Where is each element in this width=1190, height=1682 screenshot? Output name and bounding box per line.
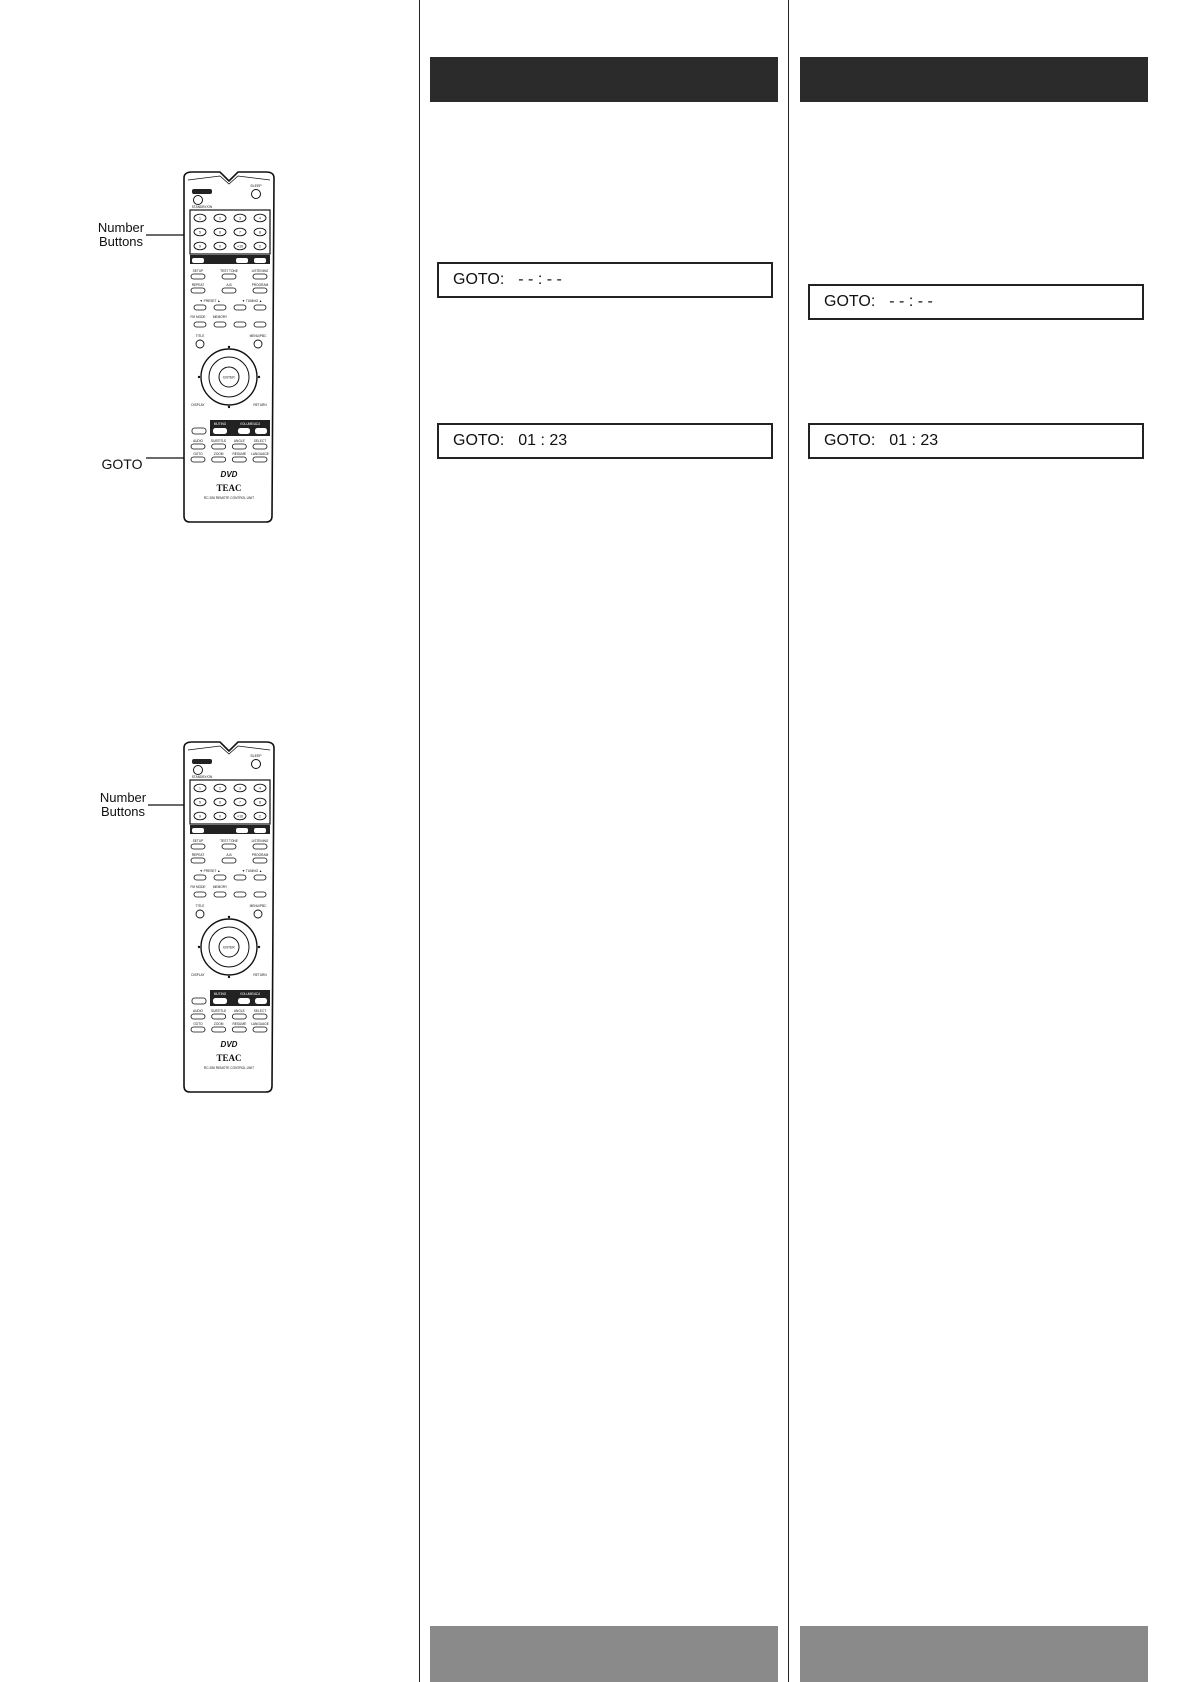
number-button-label: 7: [239, 800, 241, 805]
muting-button: [213, 998, 227, 1004]
repeat-row-button: [253, 858, 267, 863]
audio-row-label: AUDIO: [192, 439, 204, 443]
goto-row-button: [191, 1027, 205, 1032]
volume-down-button: [238, 998, 250, 1004]
title-label: TITLE: [195, 334, 205, 338]
number-buttons-callout: Number Buttons: [99, 790, 147, 819]
brand-logo: TEAC: [216, 483, 242, 493]
memory-label: MEMORY: [212, 315, 228, 319]
goto-row-label: RESUME: [232, 452, 247, 456]
tuning-label: ▼ TUNING ▲: [241, 869, 263, 873]
audio-row-button: [253, 1014, 267, 1019]
goto-display-value: 01 : 23: [889, 432, 939, 449]
nav-arrow-icon: [228, 916, 230, 918]
number-button-label: +10: [237, 814, 243, 819]
volume-up-button: [255, 428, 267, 434]
nav-arrow-icon: [198, 376, 200, 378]
goto-display-blank: [808, 284, 1144, 320]
audio-row-label: SUBTITLE: [211, 439, 227, 443]
number-button-label: 6: [219, 800, 221, 805]
setup-row-label: TEST TONE: [220, 269, 238, 273]
muting-label: MUTING: [213, 992, 227, 996]
repeat-row-label: REPEAT: [191, 283, 205, 287]
repeat-row-button: [253, 288, 267, 293]
nav-arrow-icon: [228, 346, 230, 348]
setup-row-label: SETUP: [192, 839, 204, 843]
power-button: [192, 189, 212, 194]
number-button-label: 8: [259, 230, 261, 235]
audio-row-button: [232, 1014, 246, 1019]
transport-button: [214, 322, 226, 327]
remote-control-illustration: [0, 0, 420, 1682]
nav-arrow-icon: [228, 976, 230, 978]
column-1-footer-bar: [430, 1626, 778, 1682]
menu-label: MENU/PBC: [249, 334, 267, 338]
audio-row-label: ANGLE: [233, 1009, 245, 1013]
setup-row-button: [191, 274, 205, 279]
model-label: RC-926 REMOTE CONTROL UNIT: [203, 496, 255, 500]
column-2-header-bar: [800, 57, 1148, 102]
function-button: [254, 828, 266, 833]
transport-button: [214, 875, 226, 880]
audio-row-button: [191, 1014, 205, 1019]
number-button-label: +10: [237, 244, 243, 249]
number-buttons-callout: Number Buttons: [97, 220, 145, 249]
repeat-row-label: A-B: [226, 283, 232, 287]
transport-button: [194, 892, 206, 897]
column-1-header-bar: [430, 57, 778, 102]
transport-button: [194, 875, 206, 880]
number-button-label: 1: [199, 786, 201, 791]
transport-button: [234, 322, 246, 327]
display-label: DISPLAY: [191, 403, 205, 407]
column-divider-right: [788, 0, 789, 1682]
goto-row-label: RESUME: [232, 1022, 247, 1026]
function-button: [192, 258, 204, 263]
setup-row-button: [253, 844, 267, 849]
repeat-row-button: [191, 858, 205, 863]
goto-row-button: [212, 1027, 226, 1032]
transport-button: [254, 875, 266, 880]
goto-display-label: GOTO:: [453, 271, 505, 288]
return-label: RETURN: [253, 403, 267, 407]
goto-display-value: 01 : 23: [518, 432, 568, 449]
title-button: [196, 910, 204, 918]
repeat-row-label: PROGRAM: [251, 283, 269, 287]
goto-row-button: [253, 1027, 267, 1032]
goto-display-time: [437, 423, 773, 459]
goto-row-button: [232, 1027, 246, 1032]
display-button: [192, 428, 206, 434]
number-button-label: 3: [239, 216, 241, 221]
number-button-label: 2: [219, 786, 221, 791]
transport-button: [234, 892, 246, 897]
repeat-row-button: [191, 288, 205, 293]
nav-arrow-icon: [228, 406, 230, 408]
function-button: [236, 258, 248, 263]
number-button-label: 5: [199, 800, 201, 805]
number-button-label: 9: [199, 814, 201, 819]
audio-row-button: [212, 444, 226, 449]
setup-row-label: LISTENING: [251, 269, 269, 273]
goto-row-button: [253, 457, 267, 462]
transport-button: [194, 305, 206, 310]
transport-button: [234, 875, 246, 880]
number-button-label: 5: [199, 230, 201, 235]
setup-row-label: TEST TONE: [220, 839, 238, 843]
nav-arrow-icon: [258, 376, 260, 378]
enter-label: ENTER: [223, 375, 235, 380]
setup-row-label: SETUP: [192, 269, 204, 273]
dvd-logo: DVD: [220, 470, 238, 479]
audio-row-label: ANGLE: [233, 439, 245, 443]
menu-button: [254, 910, 262, 918]
nav-arrow-icon: [258, 946, 260, 948]
transport-button: [214, 892, 226, 897]
tuning-label: ▼ TUNING ▲: [241, 299, 263, 303]
function-button: [192, 828, 204, 833]
number-button-label: C: [258, 244, 262, 249]
number-button-label: 4: [259, 786, 261, 791]
goto-display-value: - - : - -: [889, 293, 933, 310]
number-button-label: 1: [199, 216, 201, 221]
nav-arrow-icon: [198, 946, 200, 948]
audio-row-label: AUDIO: [192, 1009, 204, 1013]
number-button-label: 4: [259, 216, 261, 221]
enter-label: ENTER: [223, 945, 235, 950]
number-button-label: 2: [219, 216, 221, 221]
function-button: [236, 828, 248, 833]
brand-logo: TEAC: [216, 1053, 242, 1063]
goto-row-button: [212, 457, 226, 462]
menu-button: [254, 340, 262, 348]
remote-2: [148, 742, 274, 1092]
repeat-row-label: PROGRAM: [251, 853, 269, 857]
goto-callout: GOTO: [101, 456, 143, 472]
goto-row-label: LANGUAGE: [251, 452, 269, 456]
audio-row-button: [191, 444, 205, 449]
transport-button: [194, 322, 206, 327]
column-2-footer-bar: [800, 1626, 1148, 1682]
repeat-row-label: A-B: [226, 853, 232, 857]
number-button-label: 0: [219, 244, 221, 249]
function-button: [254, 258, 266, 263]
remote-1: [146, 172, 274, 522]
sleep-button: [252, 760, 261, 769]
number-button-label: 8: [259, 800, 261, 805]
number-button-label: C: [258, 814, 262, 819]
goto-display-label: GOTO:: [453, 432, 505, 449]
number-button-label: 6: [219, 230, 221, 235]
repeat-row-label: REPEAT: [191, 853, 205, 857]
setup-row-button: [222, 274, 236, 279]
goto-display-value: - - : - -: [518, 271, 562, 288]
transport-button: [254, 305, 266, 310]
goto-display-label: GOTO:: [824, 432, 876, 449]
audio-row-label: SELECT: [253, 1009, 267, 1013]
model-label: RC-926 REMOTE CONTROL UNIT: [203, 1066, 255, 1070]
standby-button: [194, 766, 203, 775]
goto-row-label: LANGUAGE: [251, 1022, 269, 1026]
standby-label: STANDBY/ON: [191, 205, 213, 209]
return-label: RETURN: [253, 973, 267, 977]
number-button-label: 7: [239, 230, 241, 235]
menu-label: MENU/PBC: [249, 904, 267, 908]
audio-row-button: [253, 444, 267, 449]
number-button-label: 0: [219, 814, 221, 819]
volume-label: VOLUME/ADJ: [239, 422, 261, 426]
goto-display-blank: [437, 262, 773, 298]
goto-row-button: [232, 457, 246, 462]
repeat-row-button: [222, 858, 236, 863]
transport-button: [254, 892, 266, 897]
goto-row-label: ZOOM: [213, 452, 224, 456]
setup-row-button: [191, 844, 205, 849]
audio-row-button: [232, 444, 246, 449]
fm-mode-label: FM MODE: [190, 885, 206, 889]
goto-display-label: GOTO:: [824, 293, 876, 310]
audio-row-button: [212, 1014, 226, 1019]
transport-button: [214, 305, 226, 310]
goto-display-time: [808, 423, 1144, 459]
power-button: [192, 759, 212, 764]
standby-label: STANDBY/ON: [191, 775, 213, 779]
number-button-label: 3: [239, 786, 241, 791]
dvd-logo: DVD: [220, 1040, 238, 1049]
transport-button: [254, 322, 266, 327]
title-button: [196, 340, 204, 348]
display-button: [192, 998, 206, 1004]
standby-button: [194, 196, 203, 205]
sleep-button: [252, 190, 261, 199]
goto-row-label: GOTO: [193, 452, 203, 456]
fm-mode-label: FM MODE: [190, 315, 206, 319]
title-label: TITLE: [195, 904, 205, 908]
display-label: DISPLAY: [191, 973, 205, 977]
setup-row-label: LISTENING: [251, 839, 269, 843]
sleep-label: SLEEP: [250, 754, 262, 758]
volume-label: VOLUME/ADJ: [239, 992, 261, 996]
preset-label: ▼ PRESET ▲: [199, 869, 221, 873]
goto-row-label: ZOOM: [213, 1022, 224, 1026]
transport-button: [234, 305, 246, 310]
volume-down-button: [238, 428, 250, 434]
muting-label: MUTING: [213, 422, 227, 426]
setup-row-button: [222, 844, 236, 849]
goto-row-button: [191, 457, 205, 462]
preset-label: ▼ PRESET ▲: [199, 299, 221, 303]
goto-row-label: GOTO: [193, 1022, 203, 1026]
audio-row-label: SELECT: [253, 439, 267, 443]
number-button-label: 9: [199, 244, 201, 249]
volume-up-button: [255, 998, 267, 1004]
muting-button: [213, 428, 227, 434]
audio-row-label: SUBTITLE: [211, 1009, 227, 1013]
memory-label: MEMORY: [212, 885, 228, 889]
repeat-row-button: [222, 288, 236, 293]
sleep-label: SLEEP: [250, 184, 262, 188]
setup-row-button: [253, 274, 267, 279]
